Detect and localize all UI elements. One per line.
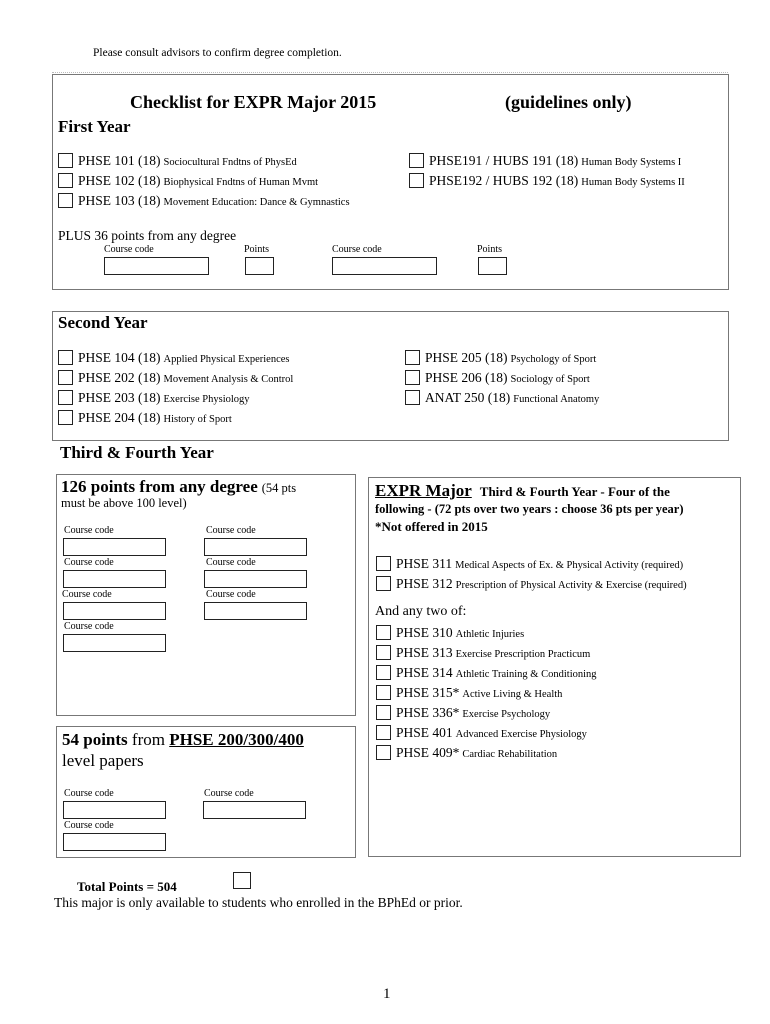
course-checkbox[interactable]: [376, 625, 391, 640]
course-item: [78, 390, 250, 406]
phse-level-line2: level papers: [62, 751, 144, 770]
course-code-input[interactable]: [204, 570, 307, 588]
course-code-label: Course code: [206, 557, 256, 568]
page-number: 1: [383, 986, 391, 1002]
any-degree-note: (54 pts: [261, 481, 297, 495]
course-description: Movement Analysis & Control: [163, 374, 294, 385]
course-description: Functional Anatomy: [513, 394, 600, 405]
course-item: [78, 370, 293, 386]
course-code: PHSE 101 (18): [78, 153, 161, 168]
course-item: [396, 725, 587, 741]
course-code: PHSE191 / HUBS 191 (18): [429, 153, 579, 168]
course-description: Advanced Exercise Physiology: [455, 729, 587, 740]
course-description: Prescription of Physical Activity & Exercise (required): [455, 580, 687, 591]
course-description: Active Living & Health: [462, 689, 563, 700]
course-checkbox[interactable]: [376, 745, 391, 760]
any-degree-note-2: must be above 100 level): [61, 496, 187, 510]
course-item: [396, 556, 683, 572]
course-code: PHSE 204 (18): [78, 410, 161, 425]
course-checkbox[interactable]: [409, 173, 424, 188]
expr-line3: *Not offered in 2015: [375, 519, 488, 534]
course-code-input[interactable]: [204, 602, 307, 620]
course-description: Cardiac Rehabilitation: [462, 749, 558, 760]
course-checkbox[interactable]: [405, 390, 420, 405]
expr-title: EXPR Major: [375, 481, 472, 500]
course-code: PHSE192 / HUBS 192 (18): [429, 173, 579, 188]
course-checkbox[interactable]: [58, 173, 73, 188]
phse-level-points: 54 points: [62, 730, 128, 749]
course-code: PHSE 203 (18): [78, 390, 161, 405]
course-code-label: Course code: [64, 820, 114, 831]
course-code-label: Course code: [206, 589, 256, 600]
guidelines-note: (guidelines only): [505, 92, 632, 112]
any-two-label: And any two of:: [375, 604, 467, 619]
course-description: Applied Physical Experiences: [163, 354, 290, 365]
course-checkbox[interactable]: [376, 576, 391, 591]
course-code-label: Course code: [62, 589, 112, 600]
course-description: Exercise Psychology: [462, 709, 551, 720]
course-checkbox[interactable]: [58, 350, 73, 365]
course-code-label: Course code: [332, 244, 382, 255]
course-code: PHSE 202 (18): [78, 370, 161, 385]
course-description: History of Sport: [163, 414, 232, 425]
course-description: Movement Education: Dance & Gymnastics: [163, 197, 350, 208]
course-code: PHSE 314: [396, 665, 453, 680]
course-item: [78, 350, 289, 366]
course-item: [425, 390, 599, 406]
course-code-input[interactable]: [63, 634, 166, 652]
points-input[interactable]: [478, 257, 507, 275]
course-code-input[interactable]: [63, 538, 166, 556]
advisory-note: Please consult advisors to confirm degree completion.: [93, 47, 342, 59]
course-item: [396, 745, 557, 761]
course-code: PHSE 401: [396, 725, 453, 740]
course-description: Medical Aspects of Ex. & Physical Activity (required): [455, 560, 684, 571]
course-description: Athletic Training & Conditioning: [455, 669, 597, 680]
expr-line2: following - (72 pts over two years : choose 36 pts per year): [375, 502, 684, 516]
plus-points-note: PLUS 36 points from any degree: [58, 228, 237, 243]
points-label: Points: [477, 244, 503, 255]
course-code-label: Course code: [64, 788, 114, 799]
course-description: Psychology of Sport: [510, 354, 597, 365]
course-checkbox[interactable]: [58, 390, 73, 405]
course-checkbox[interactable]: [58, 153, 73, 168]
course-description: Athletic Injuries: [455, 629, 525, 640]
course-code: ANAT 250 (18): [425, 390, 511, 405]
points-input[interactable]: [245, 257, 274, 275]
course-item: [425, 370, 590, 386]
course-item: [396, 705, 550, 721]
expr-heading: [375, 481, 670, 501]
any-degree-heading: [61, 477, 296, 497]
course-checkbox[interactable]: [376, 645, 391, 660]
course-description: Exercise Prescription Practicum: [455, 649, 591, 660]
course-code-input[interactable]: [104, 257, 209, 275]
course-code-label: Course code: [204, 788, 254, 799]
course-checkbox[interactable]: [376, 725, 391, 740]
phse-level-heading: [62, 730, 304, 750]
course-description: Biophysical Fndtns of Human Mvmt: [163, 177, 319, 188]
course-code: PHSE 409*: [396, 745, 460, 760]
points-label: Points: [244, 244, 270, 255]
course-code-input[interactable]: [63, 801, 166, 819]
course-item: [78, 410, 232, 426]
course-code: PHSE 313: [396, 645, 453, 660]
course-checkbox[interactable]: [376, 685, 391, 700]
course-description: Human Body Systems I: [581, 157, 682, 168]
course-code-label: Course code: [64, 621, 114, 632]
course-code: PHSE 206 (18): [425, 370, 508, 385]
course-description: Exercise Physiology: [163, 394, 250, 405]
course-checkbox[interactable]: [405, 370, 420, 385]
course-code: PHSE 104 (18): [78, 350, 161, 365]
course-checkbox[interactable]: [376, 556, 391, 571]
phse-level-range: PHSE 200/300/400: [169, 730, 304, 749]
course-code-input[interactable]: [203, 801, 306, 819]
footer-note: This major is only available to students who enrolled in the BPhEd or prior.: [54, 895, 463, 910]
course-code-input[interactable]: [332, 257, 437, 275]
course-code: PHSE 336*: [396, 705, 460, 720]
course-checkbox[interactable]: [58, 193, 73, 208]
course-checkbox[interactable]: [58, 370, 73, 385]
page-title: Checklist for EXPR Major 2015: [130, 92, 377, 112]
course-code: PHSE 315*: [396, 685, 460, 700]
course-item: [396, 665, 597, 681]
course-item: [396, 576, 687, 592]
course-item: [78, 173, 318, 189]
course-checkbox[interactable]: [376, 705, 391, 720]
course-code: PHSE 310: [396, 625, 453, 640]
course-item: [429, 173, 685, 189]
course-code: PHSE 205 (18): [425, 350, 508, 365]
course-checkbox[interactable]: [409, 153, 424, 168]
course-code-input[interactable]: [63, 833, 166, 851]
expr-subtitle: Third & Fourth Year - Four of the: [479, 484, 670, 499]
course-item: [396, 685, 562, 701]
course-code-label: Course code: [206, 525, 256, 536]
course-checkbox[interactable]: [405, 350, 420, 365]
course-code: PHSE 103 (18): [78, 193, 161, 208]
course-code: PHSE 311: [396, 556, 453, 571]
course-code: PHSE 312: [396, 576, 453, 591]
course-description: Sociology of Sport: [510, 374, 590, 385]
course-description: Sociocultural Fndtns of PhysEd: [163, 157, 297, 168]
phse-level-from: from: [131, 730, 165, 749]
course-item: [425, 350, 596, 366]
any-degree-title: 126 points from any degree: [61, 477, 258, 496]
course-code-input[interactable]: [204, 538, 307, 556]
divider: [52, 72, 728, 73]
second-year-heading: Second Year: [58, 313, 148, 332]
course-checkbox[interactable]: [58, 410, 73, 425]
third-fourth-year-heading: Third & Fourth Year: [60, 443, 214, 462]
course-code-input[interactable]: [63, 602, 166, 620]
course-code-label: Course code: [104, 244, 154, 255]
course-description: Human Body Systems II: [581, 177, 685, 188]
course-item: [78, 153, 297, 169]
course-code-input[interactable]: [63, 570, 166, 588]
course-checkbox[interactable]: [376, 665, 391, 680]
total-points-checkbox[interactable]: [233, 872, 251, 889]
course-code-label: Course code: [64, 525, 114, 536]
course-item: [429, 153, 681, 169]
first-year-heading: First Year: [58, 117, 131, 136]
course-item: [396, 645, 590, 661]
total-points: Total Points = 504: [77, 879, 177, 894]
course-item: [78, 193, 350, 209]
course-item: [396, 625, 524, 641]
course-code: PHSE 102 (18): [78, 173, 161, 188]
course-code-label: Course code: [64, 557, 114, 568]
